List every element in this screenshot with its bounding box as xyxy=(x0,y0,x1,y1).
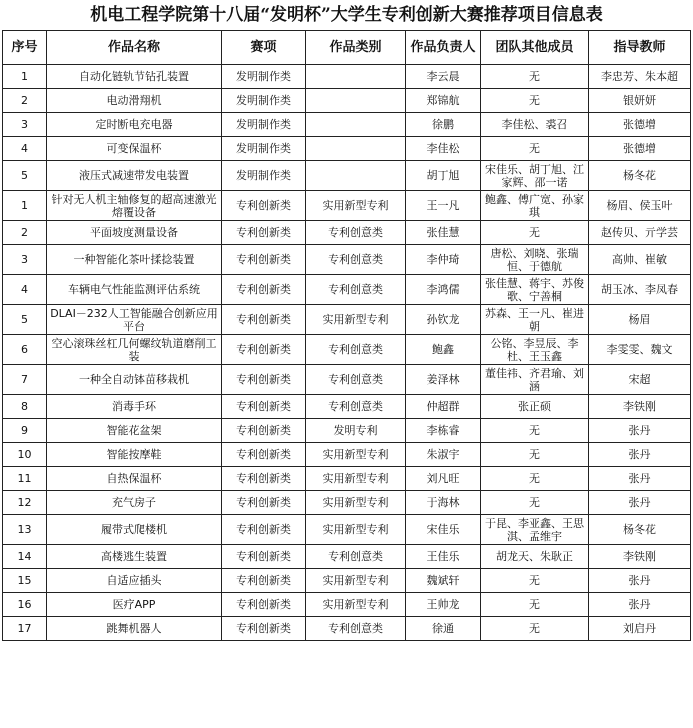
header-no: 序号 xyxy=(3,31,47,65)
cell-team: 无 xyxy=(481,593,589,617)
cell-leader: 郑锦航 xyxy=(406,89,481,113)
cell-team: 无 xyxy=(481,617,589,641)
table-row xyxy=(3,419,691,443)
cell-no: 5 xyxy=(3,161,47,191)
cell-category: 专利创新类 xyxy=(222,191,306,221)
cell-name: 跳舞机器人 xyxy=(47,617,222,641)
table-row xyxy=(3,569,691,593)
cell-advisor: 李铁刚 xyxy=(589,545,691,569)
cell-advisor: 杨眉、侯玉叶 xyxy=(589,191,691,221)
cell-leader: 李佳松 xyxy=(406,137,481,161)
cell-leader: 李仲琦 xyxy=(406,245,481,275)
cell-no: 2 xyxy=(3,221,47,245)
cell-name: 医疗APP xyxy=(47,593,222,617)
cell-name: 充气房子 xyxy=(47,491,222,515)
table-row xyxy=(3,191,691,221)
table-row xyxy=(3,545,691,569)
cell-team: 董佳祎、齐君瑜、刘涵 xyxy=(481,365,589,395)
cell-name: 高楼逃生装置 xyxy=(47,545,222,569)
cell-type: 实用新型专利 xyxy=(306,467,406,491)
cell-advisor: 张丹 xyxy=(589,443,691,467)
cell-category: 专利创新类 xyxy=(222,305,306,335)
cell-team: 李佳松、裘召 xyxy=(481,113,589,137)
cell-team: 胡龙天、朱耿正 xyxy=(481,545,589,569)
cell-advisor: 杨冬花 xyxy=(589,515,691,545)
cell-leader: 李鸿儒 xyxy=(406,275,481,305)
cell-type: 实用新型专利 xyxy=(306,569,406,593)
header-team: 团队其他成员 xyxy=(481,31,589,65)
cell-leader: 仲超群 xyxy=(406,395,481,419)
cell-type: 专利创意类 xyxy=(306,245,406,275)
cell-no: 8 xyxy=(3,395,47,419)
cell-leader: 宋佳乐 xyxy=(406,515,481,545)
cell-type: 专利创意类 xyxy=(306,275,406,305)
cell-advisor: 赵传贝、亓学芸 xyxy=(589,221,691,245)
table-row xyxy=(3,617,691,641)
cell-advisor: 张德增 xyxy=(589,137,691,161)
cell-category: 专利创新类 xyxy=(222,245,306,275)
cell-category: 专利创新类 xyxy=(222,617,306,641)
cell-no: 2 xyxy=(3,89,47,113)
cell-no: 13 xyxy=(3,515,47,545)
table-row xyxy=(3,365,691,395)
cell-advisor: 胡玉冰、李凤春 xyxy=(589,275,691,305)
cell-advisor: 张丹 xyxy=(589,419,691,443)
cell-no: 10 xyxy=(3,443,47,467)
cell-name: 智能按摩鞋 xyxy=(47,443,222,467)
cell-team: 于昆、李亚鑫、王思淇、孟维宇 xyxy=(481,515,589,545)
cell-name: 自动化链轨节钻孔装置 xyxy=(47,65,222,89)
cell-type: 实用新型专利 xyxy=(306,443,406,467)
table-body xyxy=(3,65,691,641)
cell-category: 专利创新类 xyxy=(222,221,306,245)
header-advisor: 指导教师 xyxy=(589,31,691,65)
cell-no: 14 xyxy=(3,545,47,569)
cell-name: 电动滑翔机 xyxy=(47,89,222,113)
cell-no: 3 xyxy=(3,245,47,275)
cell-type: 实用新型专利 xyxy=(306,305,406,335)
cell-no: 4 xyxy=(3,275,47,305)
cell-name: 平面坡度测量设备 xyxy=(47,221,222,245)
cell-type: 实用新型专利 xyxy=(306,515,406,545)
cell-leader: 姜泽林 xyxy=(406,365,481,395)
cell-type: 专利创意类 xyxy=(306,395,406,419)
project-table xyxy=(2,30,691,641)
cell-team: 无 xyxy=(481,443,589,467)
cell-name: 针对无人机主轴修复的超高速激光熔覆设备 xyxy=(47,191,222,221)
cell-type: 专利创意类 xyxy=(306,365,406,395)
cell-team: 唐松、刘晓、张瑞恒、于德航 xyxy=(481,245,589,275)
cell-category: 专利创新类 xyxy=(222,443,306,467)
cell-no: 17 xyxy=(3,617,47,641)
cell-advisor: 张丹 xyxy=(589,467,691,491)
cell-type xyxy=(306,65,406,89)
cell-leader: 胡丁旭 xyxy=(406,161,481,191)
cell-no: 1 xyxy=(3,65,47,89)
cell-team: 无 xyxy=(481,569,589,593)
header-name: 作品名称 xyxy=(47,31,222,65)
cell-advisor: 高帅、崔敏 xyxy=(589,245,691,275)
table-row xyxy=(3,221,691,245)
cell-leader: 鲍鑫 xyxy=(406,335,481,365)
cell-team: 张佳慧、蒋宇、苏俊歌、宁善桐 xyxy=(481,275,589,305)
cell-name: 消毒手环 xyxy=(47,395,222,419)
cell-no: 1 xyxy=(3,191,47,221)
cell-category: 专利创新类 xyxy=(222,365,306,395)
table-row xyxy=(3,137,691,161)
cell-category: 专利创新类 xyxy=(222,395,306,419)
cell-name: 智能花盆架 xyxy=(47,419,222,443)
cell-advisor: 张丹 xyxy=(589,569,691,593)
table-row xyxy=(3,443,691,467)
cell-team: 张正硕 xyxy=(481,395,589,419)
table-header-row xyxy=(3,31,691,65)
cell-leader: 徐鹏 xyxy=(406,113,481,137)
cell-team: 无 xyxy=(481,419,589,443)
cell-no: 15 xyxy=(3,569,47,593)
cell-no: 9 xyxy=(3,419,47,443)
header-category: 赛项 xyxy=(222,31,306,65)
cell-no: 11 xyxy=(3,467,47,491)
cell-no: 3 xyxy=(3,113,47,137)
cell-category: 发明制作类 xyxy=(222,113,306,137)
cell-category: 专利创新类 xyxy=(222,569,306,593)
cell-leader: 于海林 xyxy=(406,491,481,515)
cell-type: 专利创意类 xyxy=(306,221,406,245)
table-row xyxy=(3,305,691,335)
cell-advisor: 李雯雯、魏文 xyxy=(589,335,691,365)
cell-advisor: 杨眉 xyxy=(589,305,691,335)
table-row xyxy=(3,89,691,113)
cell-leader: 徐通 xyxy=(406,617,481,641)
cell-name: 一种全自动钵苗移栽机 xyxy=(47,365,222,395)
cell-type: 实用新型专利 xyxy=(306,593,406,617)
cell-name: 履带式爬楼机 xyxy=(47,515,222,545)
table-row xyxy=(3,65,691,89)
cell-name: DLAI－232人工智能融合创新应用平台 xyxy=(47,305,222,335)
cell-name: 车辆电气性能监测评估系统 xyxy=(47,275,222,305)
cell-leader: 朱淑宇 xyxy=(406,443,481,467)
cell-type xyxy=(306,161,406,191)
cell-category: 发明制作类 xyxy=(222,89,306,113)
cell-category: 发明制作类 xyxy=(222,161,306,191)
cell-leader: 李云晨 xyxy=(406,65,481,89)
table-row xyxy=(3,113,691,137)
cell-leader: 魏斌轩 xyxy=(406,569,481,593)
cell-category: 发明制作类 xyxy=(222,137,306,161)
cell-type: 实用新型专利 xyxy=(306,491,406,515)
cell-leader: 李栋睿 xyxy=(406,419,481,443)
cell-name: 自适应插头 xyxy=(47,569,222,593)
cell-team: 无 xyxy=(481,467,589,491)
table-row xyxy=(3,395,691,419)
cell-type: 发明专利 xyxy=(306,419,406,443)
cell-category: 专利创新类 xyxy=(222,491,306,515)
table-row xyxy=(3,491,691,515)
cell-advisor: 李忠芳、朱本超 xyxy=(589,65,691,89)
cell-name: 液压式减速带发电装置 xyxy=(47,161,222,191)
cell-type: 专利创意类 xyxy=(306,617,406,641)
cell-leader: 王帅龙 xyxy=(406,593,481,617)
cell-category: 发明制作类 xyxy=(222,65,306,89)
cell-team: 无 xyxy=(481,89,589,113)
cell-team: 鲍鑫、傅广宽、孙家琪 xyxy=(481,191,589,221)
document-title: 机电工程学院第十八届“发明杯”大学生专利创新大赛推荐项目信息表 xyxy=(90,5,603,25)
cell-team: 无 xyxy=(481,137,589,161)
table-row xyxy=(3,275,691,305)
cell-name: 可变保温杯 xyxy=(47,137,222,161)
cell-type: 实用新型专利 xyxy=(306,191,406,221)
cell-team: 宋佳乐、胡丁旭、江家辉、邵一诺 xyxy=(481,161,589,191)
cell-category: 专利创新类 xyxy=(222,545,306,569)
cell-no: 16 xyxy=(3,593,47,617)
cell-category: 专利创新类 xyxy=(222,419,306,443)
cell-leader: 刘凡旺 xyxy=(406,467,481,491)
table-row xyxy=(3,593,691,617)
cell-category: 专利创新类 xyxy=(222,335,306,365)
cell-team: 公铭、李昱辰、李杜、王玉鑫 xyxy=(481,335,589,365)
cell-team: 苏森、王一凡、崔进朝 xyxy=(481,305,589,335)
cell-leader: 王一凡 xyxy=(406,191,481,221)
cell-advisor: 银妍妍 xyxy=(589,89,691,113)
cell-leader: 张佳慧 xyxy=(406,221,481,245)
cell-category: 专利创新类 xyxy=(222,593,306,617)
table-row xyxy=(3,245,691,275)
table-row xyxy=(3,161,691,191)
cell-name: 一种智能化茶叶揉捻装置 xyxy=(47,245,222,275)
cell-advisor: 李铁刚 xyxy=(589,395,691,419)
cell-name: 空心滚珠丝杠几何螺纹轨道磨削工装 xyxy=(47,335,222,365)
cell-advisor: 张丹 xyxy=(589,491,691,515)
cell-no: 7 xyxy=(3,365,47,395)
table-row xyxy=(3,467,691,491)
cell-advisor: 宋超 xyxy=(589,365,691,395)
cell-category: 专利创新类 xyxy=(222,515,306,545)
cell-no: 12 xyxy=(3,491,47,515)
cell-name: 定时断电充电器 xyxy=(47,113,222,137)
table-row xyxy=(3,335,691,365)
cell-type: 专利创意类 xyxy=(306,335,406,365)
cell-no: 4 xyxy=(3,137,47,161)
cell-team: 无 xyxy=(481,491,589,515)
cell-type: 专利创意类 xyxy=(306,545,406,569)
cell-type xyxy=(306,113,406,137)
cell-category: 专利创新类 xyxy=(222,275,306,305)
cell-leader: 孙钦龙 xyxy=(406,305,481,335)
cell-team: 无 xyxy=(481,221,589,245)
header-type: 作品类别 xyxy=(306,31,406,65)
cell-leader: 王佳乐 xyxy=(406,545,481,569)
cell-no: 6 xyxy=(3,335,47,365)
cell-team: 无 xyxy=(481,65,589,89)
cell-advisor: 杨冬花 xyxy=(589,161,691,191)
cell-type xyxy=(306,137,406,161)
cell-no: 5 xyxy=(3,305,47,335)
cell-name: 自热保温杯 xyxy=(47,467,222,491)
cell-advisor: 刘启丹 xyxy=(589,617,691,641)
cell-type xyxy=(306,89,406,113)
table-row xyxy=(3,515,691,545)
cell-category: 专利创新类 xyxy=(222,467,306,491)
header-leader: 作品负责人 xyxy=(406,31,481,65)
cell-advisor: 张丹 xyxy=(589,593,691,617)
cell-advisor: 张德增 xyxy=(589,113,691,137)
